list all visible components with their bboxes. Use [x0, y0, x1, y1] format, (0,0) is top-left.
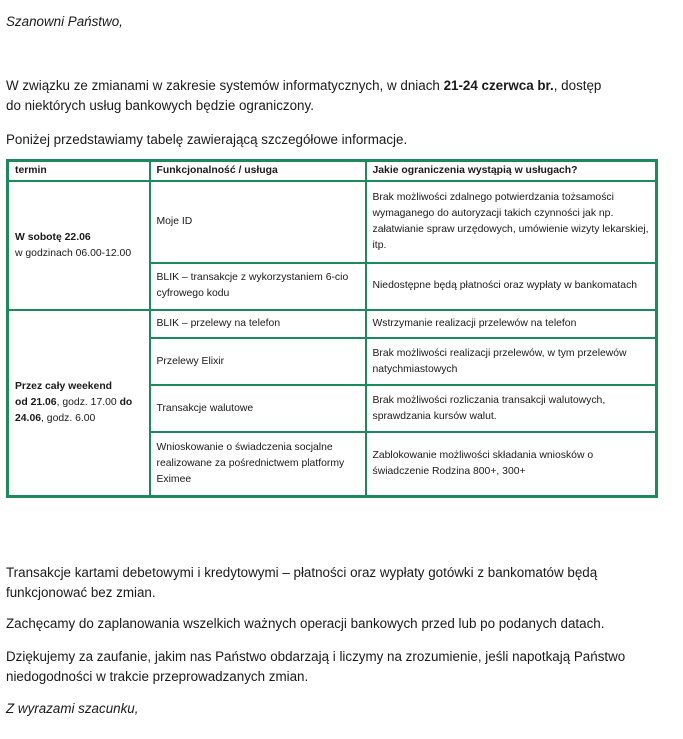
service-cell: BLIK – przelewy na telefon	[150, 310, 366, 339]
term-weekend	[8, 310, 150, 497]
header-term: termin	[8, 161, 150, 182]
service-cell: Wnioskowanie o świadczenia socjalne realizowane za pośrednictwem platformy Eximee	[150, 432, 366, 496]
term-weekend-to-word: do	[119, 396, 133, 408]
thanks-paragraph: Dziękujemy za zaufanie, jakim nas Państwo obdarzają i liczymy na zrozumienie, jeśli napotkają Państwo niedogodności w trakcie przeprowadzanych zmian.	[6, 649, 626, 684]
term-weekend-to-time: , godz. 6.00	[41, 412, 96, 424]
limits-cell: Niedostępne będą płatności oraz wypłaty w bankomatach	[366, 263, 657, 310]
service-cell: Przelewy Elixir	[150, 338, 366, 385]
term-saturday-day: W sobotę 22.06	[15, 231, 91, 243]
limits-cell: Brak możliwości rozliczania transakcji walutowych, sprawdzania kursów walut.	[366, 385, 657, 432]
intro-paragraph	[6, 76, 646, 116]
lead-paragraph: Poniżej przedstawiamy tabelę zawierającą szczegółowe informacje.	[6, 132, 408, 147]
term-saturday	[8, 181, 150, 309]
closing: Z wyrazami szacunku,	[6, 701, 139, 716]
term-weekend-from-time: , godz. 17.00	[56, 396, 120, 408]
service-cell: Transakcje walutowe	[150, 385, 366, 432]
restrictions-table-wrap	[6, 159, 658, 498]
header-service: Funkcjonalność / usługa	[150, 161, 366, 182]
limits-cell: Wstrzymanie realizacji przelewów na telefon	[366, 310, 657, 339]
intro-text-start: W związku ze zmianami w zakresie systemów informatycznych, w dniach	[6, 78, 444, 93]
term-weekend-to: 24.06	[15, 412, 42, 424]
intro-text-end: , dostęp	[553, 78, 602, 93]
term-weekend-title: Przez cały weekend	[15, 380, 113, 392]
cards-paragraph: Transakcje kartami debetowymi i kredytowymi – płatności oraz wypłaty gotówki z bankomatów będą funkcjonować bez zmian.	[6, 565, 598, 600]
header-limits: Jakie ograniczenia wystąpią w usługach?	[366, 161, 657, 182]
table-row	[8, 181, 657, 263]
limits-cell: Zablokowanie możliwości składania wniosków o świadczenie Rodzina 800+, 300+	[366, 432, 657, 496]
greeting: Szanowni Państwo,	[6, 14, 123, 29]
table-row	[8, 310, 657, 339]
table-header-row	[8, 161, 657, 182]
term-saturday-hours: w godzinach 06.00-12.00	[15, 247, 132, 259]
term-weekend-from: od 21.06	[15, 396, 57, 408]
service-cell: BLIK – transakcje z wykorzystaniem 6-cio cyfrowego kodu	[150, 263, 366, 310]
intro-dates: 21-24 czerwca br.	[443, 78, 554, 93]
limits-cell: Brak możliwości zdalnego potwierdzania tożsamości wymaganego do autoryzacji takich czynności jak np. załatwianie spraw urzędowych, umówienie wizyty lekarskiej, itp.	[366, 181, 657, 263]
limits-cell: Brak możliwości realizacji przelewów, w tym przelewów natychmiastowych	[366, 338, 657, 385]
intro-line2: do niektórych usług bankowych będzie ograniczony.	[6, 98, 314, 113]
plan-paragraph: Zachęcamy do zaplanowania wszelkich ważnych operacji bankowych przed lub po podanych datach.	[6, 616, 605, 631]
service-cell: Moje ID	[150, 181, 366, 263]
restrictions-table	[6, 159, 658, 498]
